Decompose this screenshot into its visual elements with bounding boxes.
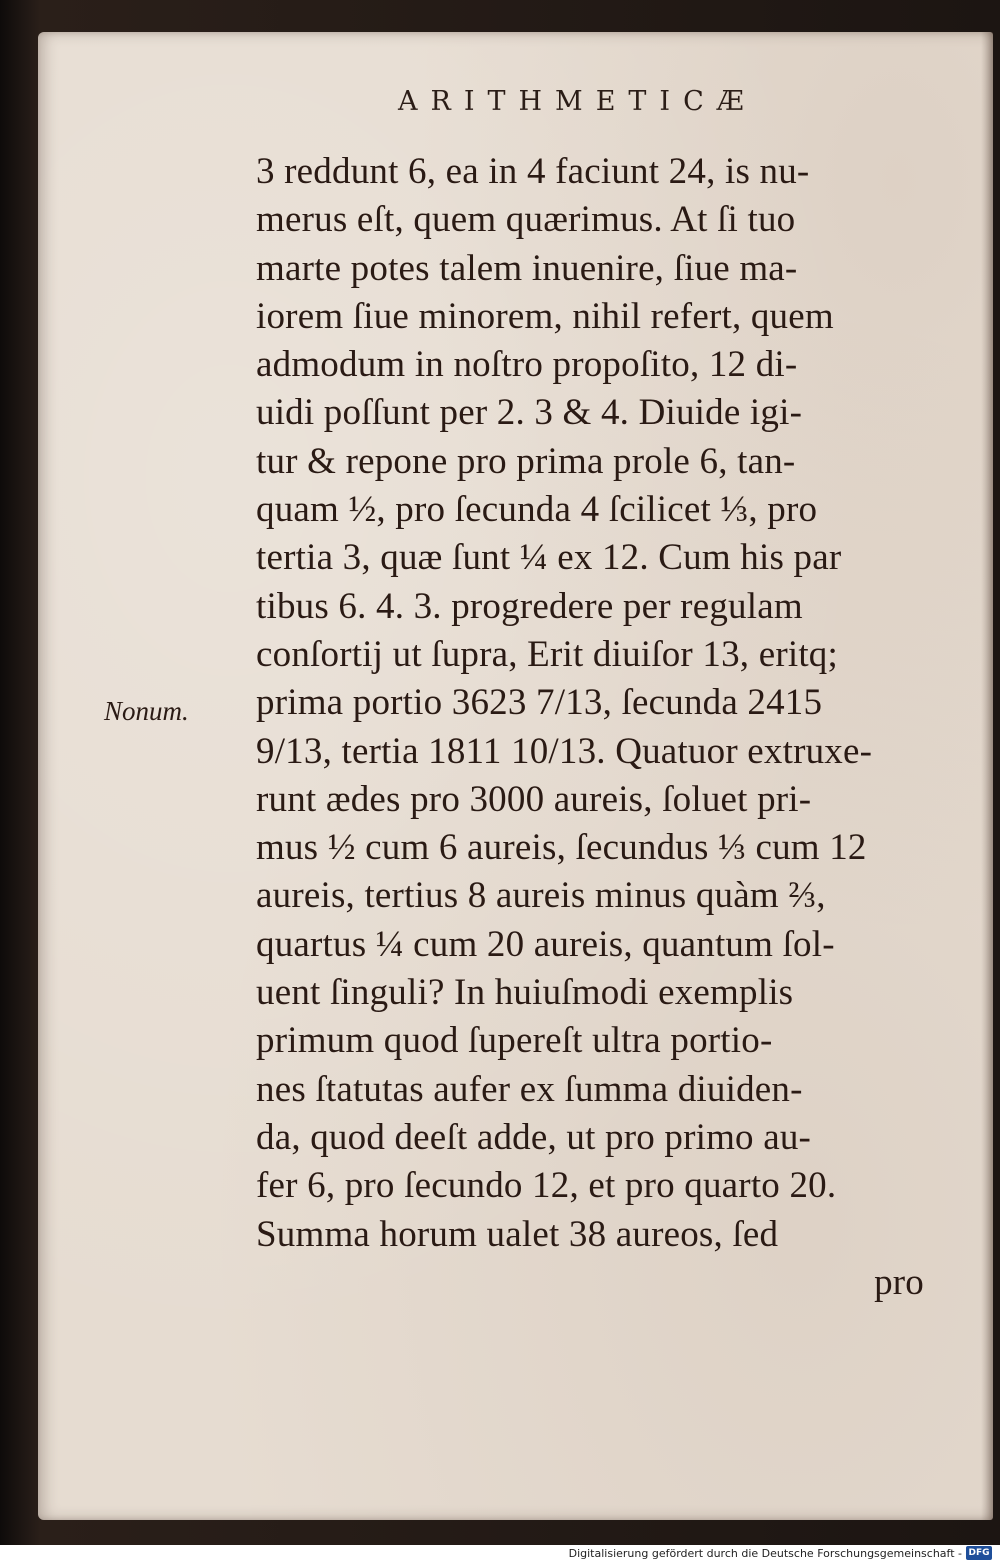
text-line: quartus ¼ cum 20 aureis, quantum ſol-	[256, 923, 835, 965]
text-line: mus ½ cum 6 aureis, ſecundus ⅓ cum 12	[256, 827, 867, 869]
text-line: tur & repone pro prima prole 6, tan-	[256, 440, 796, 482]
text-line: admodum in noſtro propoſito, 12 di-	[256, 344, 798, 386]
marginal-note: Nonum.	[104, 696, 189, 726]
text-line: tertia 3, quæ ſunt ¼ ex 12. Cum his par	[256, 537, 842, 579]
dfg-logo: DFG	[966, 1546, 992, 1560]
catchword: pro	[874, 1261, 924, 1303]
text-line: quam ½, pro ſecunda 4 ſcilicet ⅓, pro	[256, 489, 818, 531]
text-line: fer 6, pro ſecundo 12, et pro quarto 20.	[256, 1165, 837, 1207]
text-line: iorem ſiue minorem, nihil refert, quem	[256, 295, 834, 337]
text-line: merus eſt, quem quærimus. At ſi tuo	[256, 199, 796, 241]
funding-credit: Digitalisierung gefördert durch die Deutsche Forschungsgemeinschaft -	[568, 1547, 962, 1560]
running-head: ARITHMETICÆ	[398, 86, 757, 117]
text-line: da, quod deeſt adde, ut pro primo au-	[256, 1116, 812, 1158]
text-line: 3 reddunt 6, ea in 4 faciunt 24, is nu-	[256, 151, 810, 192]
text-line: primum quod ſupereſt ultra portio-	[256, 1020, 773, 1062]
text-line: Summa horum ualet 38 aureos, ſed	[256, 1213, 779, 1255]
text-line: runt ædes pro 3000 aureis, ſoluet pri-	[256, 778, 812, 820]
page-edge	[981, 32, 993, 1520]
text-line: 9/13, tertia 1811 10/13. Quatuor extruxe-	[256, 730, 873, 772]
text-line: nes ſtatutas aufer ex ſumma diuiden-	[256, 1068, 803, 1110]
text-line: uent ſinguli? In huiuſmodi exemplis	[256, 972, 794, 1014]
text-line: uidi poſſunt per 2. 3 & 4. Diuide igi-	[256, 392, 803, 434]
body-text	[256, 148, 946, 1307]
text-line: prima portio 3623 7/13, ſecunda 2415	[256, 682, 823, 724]
text-line: conſortij ut ſupra, Erit diuiſor 13, eritq;	[256, 633, 838, 675]
text-line: marte potes talem inuenire, ſiue ma-	[256, 247, 798, 289]
text-line: aureis, tertius 8 aureis minus quàm ⅔,	[256, 875, 826, 917]
text-line: tibus 6. 4. 3. progredere per regulam	[256, 585, 803, 627]
